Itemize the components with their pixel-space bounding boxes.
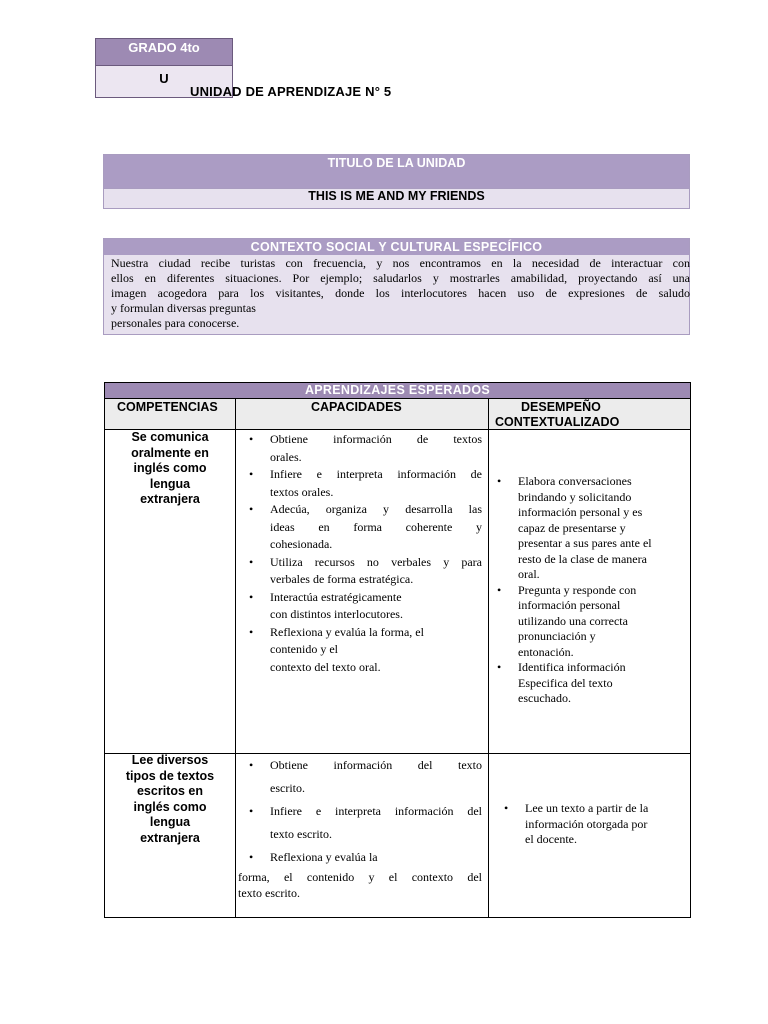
column-header-label: CONTEXTUALIZADO — [495, 415, 620, 429]
capacidad-item — [237, 800, 482, 846]
title-section — [103, 154, 690, 209]
capacidad-line: verbales de forma estratégica. — [270, 572, 414, 586]
desempeno-line: oral. — [518, 567, 540, 581]
capacidades-list-oral — [237, 431, 482, 676]
capacidad-item — [237, 589, 482, 624]
title-section-header: TITULO DE LA UNIDAD — [104, 155, 689, 189]
capacidad-line: • Infiere e interpreta información de — [270, 467, 482, 481]
capacidad-line: texto escrito. — [270, 827, 332, 841]
unit-letter: U — [96, 66, 232, 97]
desempeno-line: capaz de presentarse y — [518, 520, 626, 535]
capacidad-line: contenido y el — [270, 642, 338, 656]
capacidades-list-lectura — [237, 754, 482, 901]
unit-title: THIS IS ME AND MY FRIENDS — [104, 189, 689, 208]
context-line: personales para conocerse. — [111, 316, 240, 330]
context-line: imagen acogedora para los visitantes, donde los interlocutores hacen uso de expresiones de saludo — [111, 286, 690, 300]
desempeno-line: • Pregunta y responde con — [518, 582, 637, 597]
capacidad-item — [237, 754, 482, 800]
desempeno-line: información otorgada por — [525, 816, 648, 831]
desempeno-line: entonación. — [518, 644, 574, 659]
capacidad-line: forma, el contenido y el contexto del — [238, 870, 482, 884]
context-line: Nuestra ciudad recibe turistas con frecuencia, y nos encontramos en la necesidad de interactuar con — [111, 256, 690, 270]
context-text — [104, 255, 689, 334]
competencia-line: inglés como — [133, 799, 207, 814]
desempeno-line: presentar a sus pares ante el — [518, 536, 652, 550]
desempeno-item — [492, 801, 690, 848]
competencia-oral — [105, 430, 235, 508]
desempeno-line: resto de la clase de manera — [518, 551, 647, 566]
capacidad-line: texto escrito. — [238, 886, 300, 900]
capacidad-line: • Adecúa, organiza y desarrolla las — [270, 502, 482, 516]
desempeno-line: información personal y es — [518, 505, 643, 519]
capacidad-item — [237, 466, 482, 501]
capacidad-line: • Infiere e interpreta información del — [270, 804, 482, 818]
desempeno-item — [485, 583, 690, 661]
column-header-label: CAPACIDADES — [311, 400, 402, 414]
desempeno-line: • Lee un texto a partir de la — [525, 801, 649, 815]
column-divider — [235, 399, 236, 917]
competencia-line: lengua — [149, 476, 191, 491]
capacidad-line: cohesionada. — [270, 537, 333, 551]
desempeno-line: pronunciación y — [518, 629, 596, 643]
competencia-line: lengua — [149, 815, 191, 829]
desempeno-line: información personal — [518, 598, 621, 612]
competencia-lectura — [105, 753, 235, 846]
competencia-line: extranjera — [140, 492, 200, 506]
competencia-line: escritos en — [136, 784, 203, 798]
column-header-label: DESEMPEÑO — [521, 400, 601, 414]
learning-table-header: APRENDIZAJES ESPERADOS — [105, 383, 690, 399]
desempeno-line: brindando y solicitando — [518, 489, 632, 504]
desempeno-line: Especifica del texto — [518, 675, 613, 690]
context-line: ellos en diferentes situaciones. Por ejemplo; saludarlos y mostrarles amabilidad, proyectando así una — [111, 271, 690, 285]
desempeno-line: utilizando una correcta — [518, 613, 628, 628]
column-header-desempeno — [489, 399, 690, 430]
capacidad-item — [237, 501, 482, 554]
desempenos-list-oral — [485, 474, 690, 707]
desempenos-list-lectura — [492, 801, 690, 848]
desempeno-line: • Elabora conversaciones — [518, 474, 632, 488]
competencia-line: Se comunica — [131, 430, 209, 444]
capacidad-line: contexto del texto oral. — [270, 659, 381, 674]
unit-heading: UNIDAD DE APRENDIZAJE N° 5 — [190, 84, 392, 99]
capacidad-line: escrito. — [270, 781, 305, 795]
column-header-competencias — [105, 399, 235, 430]
capacidad-line: textos orales. — [270, 484, 334, 499]
capacidad-line: • Reflexiona y evalúa la forma, el — [270, 624, 424, 639]
desempeno-item — [485, 660, 690, 707]
desempeno-line: el docente. — [525, 832, 577, 846]
competencia-line: oralmente en — [131, 445, 209, 460]
context-section — [103, 238, 690, 335]
context-line: y formulan diversas preguntas — [111, 301, 256, 315]
competencia-line: Lee diversos — [131, 753, 209, 767]
learning-table — [104, 382, 691, 918]
context-section-header: CONTEXTO SOCIAL Y CULTURAL ESPECÍFICO — [104, 239, 689, 255]
capacidad-line: • Reflexiona y evalúa la — [270, 850, 378, 864]
capacidad-line: • Obtiene información del texto — [270, 758, 482, 772]
capacidad-line: • Obtiene información de textos — [270, 432, 482, 446]
capacidad-line: con distintos interlocutores. — [270, 607, 403, 621]
desempeno-line: • Identifica información — [518, 660, 626, 674]
capacidad-line: • Utiliza recursos no verbales y para — [270, 554, 482, 569]
capacidad-item — [237, 624, 482, 677]
capacidad-line: orales. — [270, 449, 302, 464]
capacidad-line: ideas en forma coherente y — [270, 519, 482, 534]
capacidad-line: • Interactúa estratégicamente — [270, 589, 402, 604]
grade-label: GRADO 4to — [96, 39, 232, 66]
capacidad-item — [237, 554, 482, 589]
capacidad-item — [237, 846, 482, 901]
desempeno-item — [485, 474, 690, 583]
desempeno-line: escuchado. — [518, 691, 571, 705]
capacidad-item — [237, 431, 482, 466]
column-header-capacidades — [236, 399, 488, 430]
competencia-line: inglés como — [133, 461, 207, 475]
column-header-label: COMPETENCIAS — [117, 400, 218, 414]
competencia-line: tipos de textos — [125, 768, 215, 783]
competencia-line: extranjera — [140, 830, 200, 845]
